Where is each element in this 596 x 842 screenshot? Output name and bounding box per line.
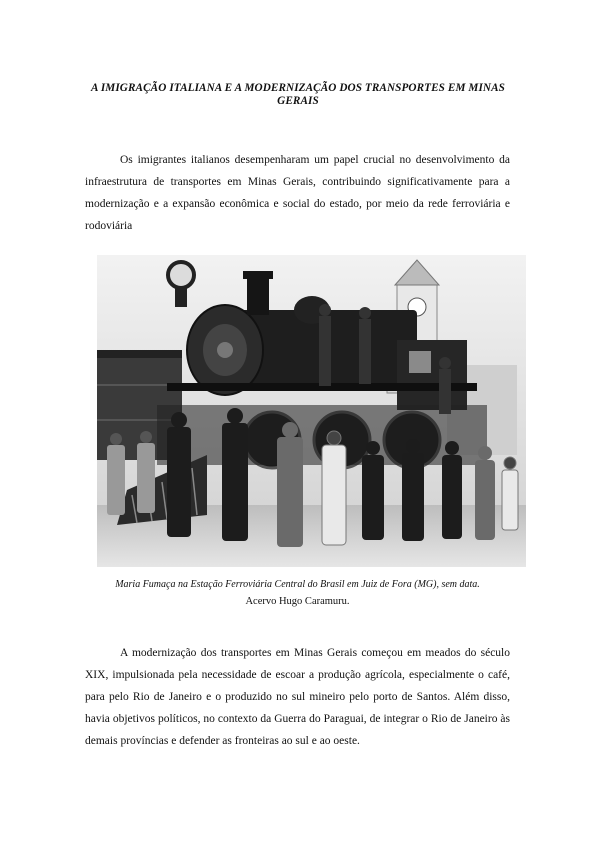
- locomotive-illustration: [97, 255, 526, 567]
- figure-caption: [85, 578, 510, 609]
- paragraph-intro: Os imigrantes italianos desempenharam um papel crucial no desenvolvimento da infraestrutura de transportes em Minas Gerais, contribuindo significativamente para a modernização e a expansão econômica e social do estado, por meio da rede ferroviária e rodoviária: [85, 154, 510, 232]
- caption-credit: Acervo Hugo Caramuru.: [245, 596, 350, 607]
- paragraph-modernization: A modernização dos transportes em Minas Gerais começou em meados do século XIX, impulsionada pela necessidade de escoar a produção agrícola, especialmente o café, para pelo Rio de Janeiro e o produzido no sul mineiro pelo porto de Santos. Além disso, havia objetivos políticos, no contexto da Guerra do Paraguai, de integrar o Rio de Janeiro às demais províncias e defender as fronteiras ao sul e ao oeste.: [85, 647, 510, 747]
- document-title: A IMIGRAÇÃO ITALIANA E A MODERNIZAÇÃO DOS TRANSPORTES EM MINAS GERAIS: [91, 82, 505, 107]
- caption-text: Maria Fumaça na Estação Ferroviária Central do Brasil em Juiz de Fora (MG), sem data.: [115, 579, 480, 590]
- historical-photo-locomotive: [97, 255, 526, 567]
